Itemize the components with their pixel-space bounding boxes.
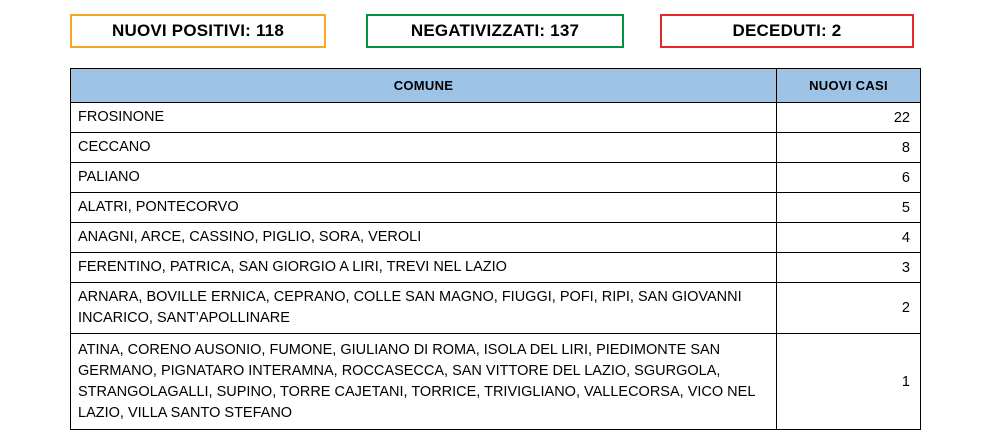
cell-nuovi-casi: 8	[777, 133, 921, 163]
cases-table-container	[70, 68, 920, 430]
column-header-nuovi-casi: NUOVI CASI	[777, 69, 921, 103]
column-header-comune: COMUNE	[71, 69, 777, 103]
cell-nuovi-casi: 3	[777, 253, 921, 283]
cell-nuovi-casi: 2	[777, 283, 921, 334]
table-row	[71, 283, 921, 334]
cell-comune: FROSINONE	[71, 103, 777, 133]
badge-negativizzati	[366, 14, 624, 48]
cell-nuovi-casi: 6	[777, 163, 921, 193]
table-header-row	[71, 69, 921, 103]
cell-nuovi-casi: 22	[777, 103, 921, 133]
badge-negativizzati-label: NEGATIVIZZATI: 137	[410, 21, 580, 40]
cell-comune: ALATRI, PONTECORVO	[71, 193, 777, 223]
cell-nuovi-casi: 1	[777, 334, 921, 430]
cell-comune: ANAGNI, ARCE, CASSINO, PIGLIO, SORA, VEROLI	[71, 223, 777, 253]
cell-comune: FERENTINO, PATRICA, SAN GIORGIO A LIRI, TREVI NEL LAZIO	[71, 253, 777, 283]
badge-deceduti	[660, 14, 914, 48]
cell-comune: ATINA, CORENO AUSONIO, FUMONE, GIULIANO DI ROMA, ISOLA DEL LIRI, PIEDIMONTE SAN GERMANO, PIGNATARO INTERAMNA, ROCCASECCA, SAN VITTORE DEL LAZIO, SGURGOLA, STRANGOLAGALLI, SUPINO, TORRE CAJETANI, TORRICE, TRIVIGLIANO, VALLECORSA, VICO NEL LAZIO, VILLA SANTO STEFANO	[71, 334, 777, 430]
cases-table	[70, 68, 921, 430]
table-row	[71, 133, 921, 163]
table-row	[71, 223, 921, 253]
table-row	[71, 253, 921, 283]
badge-nuovi-positivi	[70, 14, 326, 48]
cell-nuovi-casi: 4	[777, 223, 921, 253]
cell-comune: ARNARA, BOVILLE ERNICA, CEPRANO, COLLE SAN MAGNO, FIUGGI, POFI, RIPI, SAN GIOVANNI INCARICO, SANT’APOLLINARE	[71, 283, 777, 334]
table-row	[71, 103, 921, 133]
summary-badges	[0, 14, 990, 54]
cell-nuovi-casi: 5	[777, 193, 921, 223]
table-row	[71, 334, 921, 430]
badge-deceduti-label: DECEDUTI: 2	[732, 21, 842, 40]
cell-comune: PALIANO	[71, 163, 777, 193]
table-body	[71, 103, 921, 430]
badge-nuovi-positivi-label: NUOVI POSITIVI: 118	[112, 21, 284, 40]
table-row	[71, 193, 921, 223]
cell-comune: CECCANO	[71, 133, 777, 163]
table-head	[71, 69, 921, 103]
table-row	[71, 163, 921, 193]
